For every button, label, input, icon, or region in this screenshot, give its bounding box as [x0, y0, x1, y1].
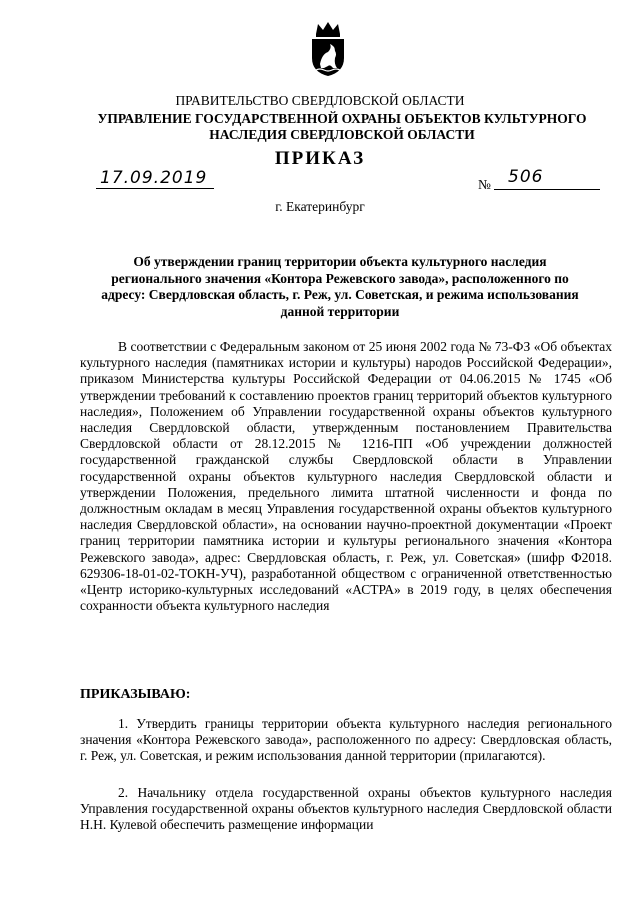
city: г. Екатеринбург — [275, 199, 365, 214]
number-underline — [494, 189, 600, 190]
government-title: ПРАВИТЕЛЬСТВО СВЕРДЛОВСКОЙ ОБЛАСТИ — [175, 93, 465, 108]
orders-heading: ПРИКАЗЫВАЮ: — [80, 687, 191, 702]
preamble-paragraph: В соответствии с Федеральным законом от 25 июня 2002 года № 73-ФЗ «Об объектах культурного наследия (памятниках истории и культуры) народов Российской Федерации», приказом Министерства культуры Российской Федерации от 04.06.2015 № 1745 «Об утверждении требований к составлению проектов границ территорий объектов культурного наследия», Положением об Управлении государственной охраны объектов культурного наследия Свердловской области, утвержденным постановлением Правительства Свердловской области от 28.12.2015 № 1216-ПП «Об учреждении должностей государственной гражданской службы Свердловской области в Управлении государственной охраны объектов культурного наследия Свердловской области и утверждении Положения, предельного лимита штатной численности и фонда по должностным окладам в месяц Управления государственной охраны объектов культурного наследия Свердловской области», на основании научно-проектной документации «Проект границ территории памятника истории и культуры регионального значения «Контора Режевского завода», адрес: Свердловская область, г. Реж, ул. Советская» (шифр Ф2018. 629306-18-01-02-ТОКН-УЧ), разработанной обществом с ограниченной ответственностью «Центр историко-культурных исследований «АСТРА» в 2019 году, в целях обеспечения сохранности объекта культурного наследия — [80, 339, 612, 614]
number-label: № — [478, 177, 491, 192]
order-item-1: 1. Утвердить границы территории объекта культурного наследия регионального значения «Контора Режевского завода», расположенного по адресу: Свердловская область, г. Реж, ул. Советская, и режим использования данной территории (прилагаются). — [80, 716, 612, 764]
document-type: ПРИКАЗ — [274, 148, 366, 169]
department-title: УПРАВЛЕНИЕ ГОСУДАРСТВЕННОЙ ОХРАНЫ ОБЪЕКТОВ КУЛЬТУРНОГО НАСЛЕДИЯ СВЕРДЛОВСКОЙ ОБЛАСТИ — [97, 111, 587, 142]
order-item-2: 2. Начальнику отдела государственной охраны объектов культурного наследия Управления государственной охраны объектов культурного наследия Свердловской области Н.Н. Кулевой обеспечить размещение информации — [80, 785, 612, 833]
order-number: 506 — [508, 167, 544, 187]
order-date: 17.09.2019 — [100, 168, 208, 188]
date-underline — [96, 188, 214, 189]
order-subject: Об утверждении границ территории объекта культурного наследия регионального значения «Контора Режевского завода», расположенного по адресу: Свердловская область, г. Реж, ул. Советская, и режима использования данной территории — [101, 254, 579, 319]
sverdlovsk-coat-of-arms-icon — [308, 20, 348, 78]
